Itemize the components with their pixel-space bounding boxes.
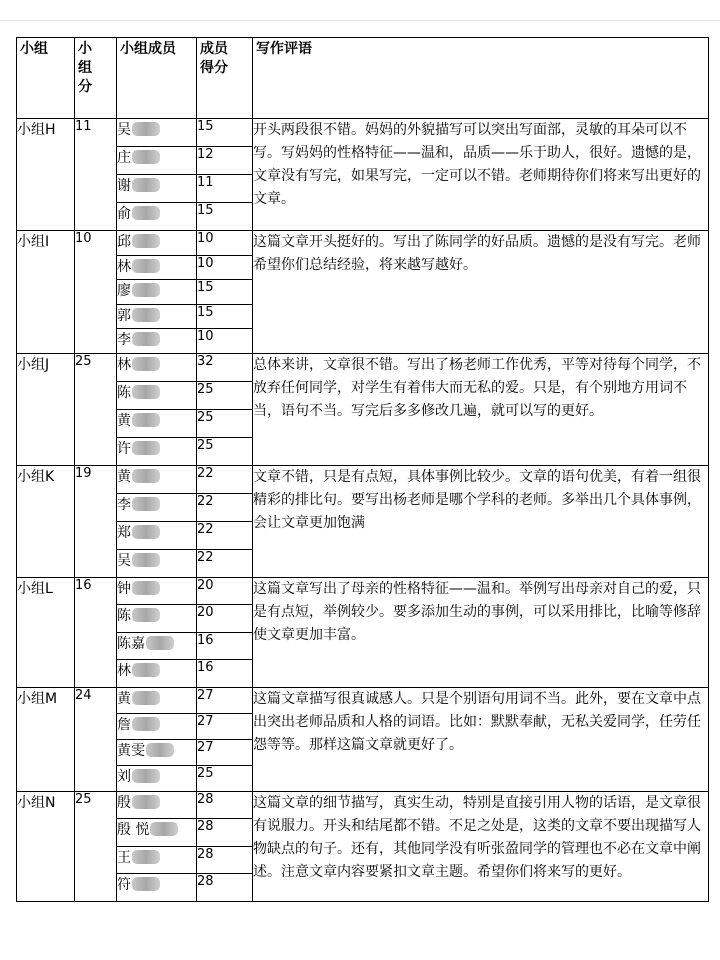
member-cell — [117, 632, 197, 660]
member-cell — [117, 687, 197, 713]
redaction-blur — [132, 283, 160, 297]
member-name: 许 — [117, 440, 131, 457]
table-row — [17, 791, 709, 819]
member-name: 廖 — [117, 283, 131, 299]
member-name: 陈嘉 — [117, 635, 145, 652]
redaction-blur — [132, 385, 160, 399]
redaction-blur — [132, 691, 160, 705]
member-cell — [117, 765, 197, 791]
member-name: 林 — [117, 356, 131, 373]
member-score: 10 — [197, 329, 253, 354]
member-cell — [117, 329, 197, 354]
member-score: 25 — [197, 381, 253, 409]
member-cell — [117, 791, 197, 819]
redaction-blur — [132, 259, 160, 273]
member-name: 谢 — [117, 178, 131, 194]
member-score: 12 — [197, 147, 253, 175]
redaction-blur — [132, 877, 160, 891]
member-name: 郭 — [117, 307, 131, 324]
member-score: 27 — [197, 713, 253, 739]
redaction-blur — [146, 636, 174, 650]
group-name: 小组N — [17, 791, 75, 901]
header-members: 小组成员 — [117, 38, 197, 119]
redaction-blur — [132, 234, 160, 248]
member-score: 15 — [197, 119, 253, 147]
member-score: 32 — [197, 353, 253, 381]
member-cell — [117, 549, 197, 577]
redaction-blur — [132, 206, 160, 220]
group-score: 25 — [75, 353, 117, 465]
member-name: 黄 — [117, 468, 131, 485]
redaction-blur — [132, 525, 160, 539]
member-score: 25 — [197, 765, 253, 791]
redaction-blur — [132, 357, 160, 371]
member-name: 林 — [117, 663, 131, 679]
group-name: 小组K — [17, 465, 75, 577]
group-name: 小组J — [17, 353, 75, 465]
member-cell — [117, 280, 197, 305]
group-score: 11 — [75, 119, 117, 231]
member-cell — [117, 381, 197, 409]
member-cell — [117, 175, 197, 203]
member-name: 詹 — [117, 716, 131, 733]
member-name: 庄 — [117, 150, 131, 166]
member-name: 陈 — [117, 384, 131, 401]
table-row — [17, 465, 709, 493]
writing-comment: 文章不错，只是有点短，具体事例比较少。文章的语句优美，有着一组很精彩的排比句。要写出杨老师是哪个学科的老师。多举出几个具体事例，会让文章更加饱满 — [253, 465, 709, 577]
member-name: 邱 — [117, 234, 131, 250]
redaction-blur — [132, 850, 160, 864]
member-score: 27 — [197, 687, 253, 713]
header-group: 小组 — [17, 38, 75, 119]
redaction-blur — [132, 553, 160, 567]
group-name: 小组L — [17, 577, 75, 687]
member-score: 28 — [197, 791, 253, 819]
group-score: 24 — [75, 687, 117, 791]
member-cell — [117, 660, 197, 688]
header-member-score: 成员 得分 — [197, 38, 253, 119]
member-score: 16 — [197, 660, 253, 688]
table-row — [17, 119, 709, 147]
redaction-blur — [132, 581, 160, 595]
member-cell — [117, 255, 197, 280]
writing-comment: 这篇文章描写很真诚感人。只是个别语句用词不当。此外，要在文章中点出突出老师品质和人格的词语。比如：默默奉献，无私关爱同学，任劳任怨等等。那样这篇文章就更好了。 — [253, 687, 709, 791]
member-cell — [117, 437, 197, 465]
redaction-blur — [132, 497, 160, 511]
member-score: 22 — [197, 521, 253, 549]
redaction-blur — [146, 743, 174, 757]
member-cell — [117, 493, 197, 521]
group-score: 16 — [75, 577, 117, 687]
writing-comment: 总体来讲，文章很不错。写出了杨老师工作优秀，平等对待每个同学，不放弃任何同学，对学生有着伟大而无私的爱。只是，有个别地方用词不当，语句不当。写完后多多修改几遍，就可以写的更好。 — [253, 353, 709, 465]
redaction-blur — [132, 469, 160, 483]
member-score: 28 — [197, 874, 253, 902]
member-name: 殷 悦 — [117, 822, 150, 838]
member-score: 22 — [197, 465, 253, 493]
writing-comment: 开头两段很不错。妈妈的外貌描写可以突出写面部，灵敏的耳朵可以不写。写妈妈的性格特征——温和，品质——乐于助人，很好。遗憾的是，文章没有写完，如果写完，一定可以不错。老师期待你们将来写出更好的文章。 — [253, 119, 709, 231]
member-score: 22 — [197, 549, 253, 577]
member-score: 10 — [197, 255, 253, 280]
redaction-blur — [150, 822, 178, 836]
member-cell — [117, 304, 197, 329]
member-name: 林 — [117, 258, 131, 275]
member-name: 黄雯 — [117, 742, 145, 759]
member-cell — [117, 521, 197, 549]
member-cell — [117, 353, 197, 381]
member-cell — [117, 119, 197, 147]
member-name: 李 — [117, 496, 131, 513]
member-score: 15 — [197, 280, 253, 305]
redaction-blur — [132, 413, 160, 427]
member-name: 刘 — [117, 768, 131, 785]
header-row — [17, 38, 709, 119]
member-cell — [117, 147, 197, 175]
member-score: 25 — [197, 409, 253, 437]
member-cell — [117, 409, 197, 437]
table-row — [17, 687, 709, 713]
member-cell — [117, 846, 197, 874]
group-name: 小组I — [17, 231, 75, 354]
member-score: 28 — [197, 819, 253, 847]
member-name: 李 — [117, 332, 131, 348]
redaction-blur — [132, 150, 160, 164]
redaction-blur — [132, 769, 160, 783]
writing-comment: 这篇文章的细节描写，真实生动，特别是直接引用人物的话语，是文章很有说服力。开头和结尾都不错。不足之处是，这类的文章不要出现描写人物缺点的句子。还有，其他同学没有听张盈同学的管理也不必在文章中阐述。注意文章内容要紧扣文章主题。希望你们将来写的更好。 — [253, 791, 709, 901]
member-cell — [117, 203, 197, 231]
writing-comment: 这篇文章开头挺好的。写出了陈同学的好品质。遗憾的是没有写完。老师希望你们总结经验，将来越写越好。 — [253, 231, 709, 354]
top-divider — [0, 20, 720, 21]
member-score: 11 — [197, 175, 253, 203]
member-cell — [117, 739, 197, 765]
grading-table — [16, 37, 709, 902]
member-name: 俞 — [117, 206, 131, 222]
redaction-blur — [132, 663, 160, 677]
header-comment: 写作评语 — [253, 38, 709, 119]
member-name: 符 — [117, 877, 131, 893]
member-score: 15 — [197, 304, 253, 329]
member-cell — [117, 874, 197, 902]
header-group-score: 小 组 分 — [75, 38, 117, 119]
member-score: 27 — [197, 739, 253, 765]
group-name: 小组M — [17, 687, 75, 791]
member-cell — [117, 819, 197, 847]
writing-comment: 这篇文章写出了母亲的性格特征——温和。举例写出母亲对自己的爱，只是有点短，举例较少。要多添加生动的事例，可以采用排比，比喻等修辞使文章更加丰富。 — [253, 577, 709, 687]
member-cell — [117, 577, 197, 605]
member-score: 16 — [197, 632, 253, 660]
member-name: 王 — [117, 849, 131, 866]
member-score: 28 — [197, 846, 253, 874]
group-score: 19 — [75, 465, 117, 577]
member-name: 吴 — [117, 122, 131, 138]
redaction-blur — [132, 122, 160, 136]
redaction-blur — [132, 178, 160, 192]
table-row — [17, 577, 709, 605]
member-name: 郑 — [117, 524, 131, 541]
member-name: 陈 — [117, 608, 131, 624]
member-score: 22 — [197, 493, 253, 521]
group-score: 25 — [75, 791, 117, 901]
member-name: 殷 — [117, 794, 131, 811]
group-score: 10 — [75, 231, 117, 354]
member-cell — [117, 605, 197, 633]
group-name: 小组H — [17, 119, 75, 231]
member-score: 20 — [197, 577, 253, 605]
member-cell — [117, 231, 197, 256]
member-cell — [117, 465, 197, 493]
member-score: 15 — [197, 203, 253, 231]
redaction-blur — [132, 795, 160, 809]
redaction-blur — [132, 717, 160, 731]
redaction-blur — [132, 441, 160, 455]
member-name: 吴 — [117, 552, 131, 569]
member-score: 20 — [197, 605, 253, 633]
member-name: 黄 — [117, 412, 131, 429]
member-score: 25 — [197, 437, 253, 465]
member-name: 钟 — [117, 580, 131, 597]
redaction-blur — [132, 332, 160, 346]
member-score: 10 — [197, 231, 253, 256]
redaction-blur — [132, 608, 160, 622]
member-cell — [117, 713, 197, 739]
table-row — [17, 353, 709, 381]
redaction-blur — [132, 308, 160, 322]
table-row — [17, 231, 709, 256]
member-name: 黄 — [117, 690, 131, 707]
